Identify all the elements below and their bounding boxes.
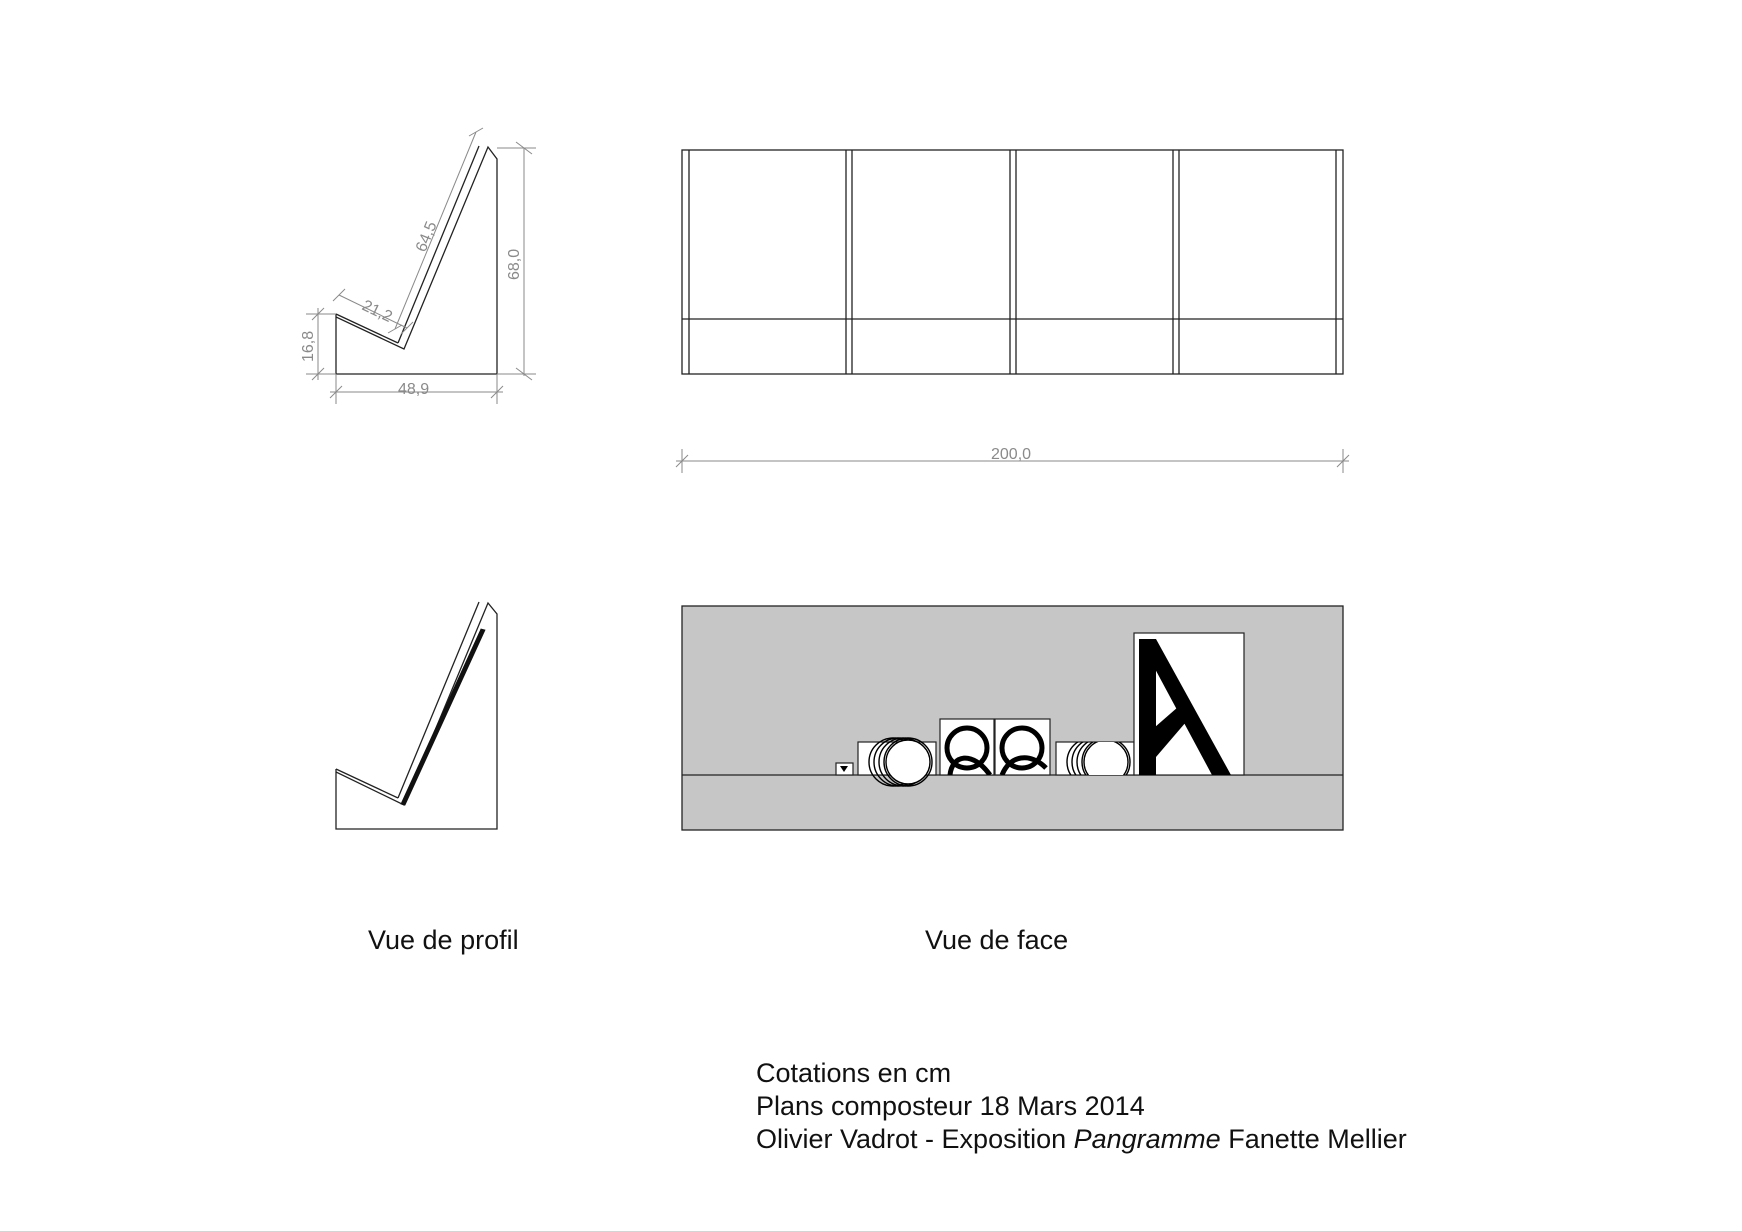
letter-card-tiny (836, 763, 853, 775)
letter-card-q-2 (995, 719, 1050, 775)
dim-seat-label: 21,2 (359, 297, 395, 326)
front-frame (682, 150, 1343, 374)
front-view-empty (682, 150, 1343, 374)
letter-card-large-a (1134, 633, 1244, 775)
profile-view-loaded (336, 602, 497, 829)
profile-view-dimensioned (336, 146, 497, 374)
dim-back-height-label: 68,0 (506, 248, 523, 280)
caption-front-view: Vue de face (925, 925, 1069, 955)
note-units: Cotations en cm (756, 1058, 952, 1088)
dim-base-width-label: 48,9 (398, 381, 430, 398)
dim-total-width-label: 200,0 (991, 446, 1032, 463)
note-credit-artist: Fanette Mellier (1220, 1124, 1407, 1154)
front-view-loaded (682, 606, 1343, 830)
note-credit-author: Olivier Vadrot - Exposition (756, 1124, 1074, 1154)
poster-on-slope (401, 629, 485, 805)
dim-slope-label: 64,5 (412, 219, 441, 255)
profile-dimension-lines (306, 128, 536, 404)
note-credit-title: Pangramme (1073, 1124, 1221, 1154)
profile-slope-inner (398, 146, 479, 343)
dim-front-height-label: 16,8 (300, 330, 317, 362)
note-credit (756, 1123, 1407, 1156)
notes-block (756, 1057, 1407, 1156)
caption-profile-view: Vue de profil (368, 925, 519, 955)
note-plan: Plans composteur 18 Mars 2014 (756, 1091, 1145, 1121)
profile-outline-2 (336, 603, 497, 829)
letter-card-q-1 (940, 719, 994, 775)
profile-outline (336, 147, 497, 374)
